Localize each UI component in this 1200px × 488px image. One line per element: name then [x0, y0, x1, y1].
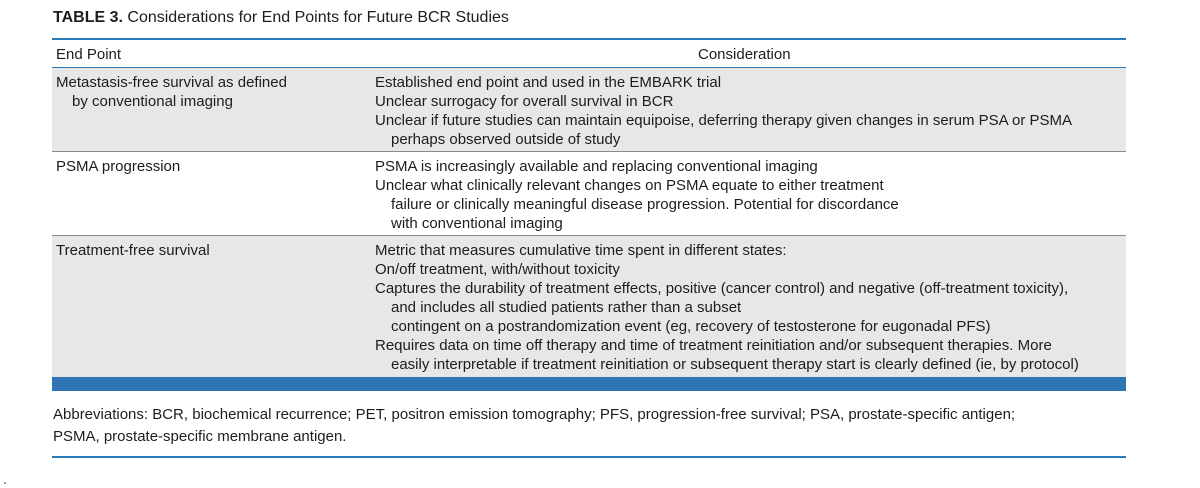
table-row [52, 236, 1126, 377]
bottom-rule [52, 456, 1126, 458]
table-row [52, 68, 1126, 152]
table-row [52, 152, 1126, 235]
table-title [53, 8, 509, 28]
header-end-point: End Point [56, 46, 122, 63]
end-point-line: Metastasis-free survival as defined [56, 74, 287, 91]
footnote-line: PSMA, prostate-specific membrane antigen. [53, 428, 347, 445]
consideration-line: failure or clinically meaningful disease progression. Potential for discordance [391, 196, 899, 213]
consideration-line: Captures the durability of treatment effects, positive (cancer control) and negative (off-treatment toxicity), [375, 280, 1069, 297]
consideration-line: Metric that measures cumulative time spent in different states: [375, 242, 787, 259]
row-consideration [375, 241, 1123, 374]
consideration-line: On/off treatment, with/without toxicity [375, 261, 620, 278]
end-point-line: by conventional imaging [72, 93, 233, 110]
consideration-line: Established end point and used in the EMBARK trial [375, 74, 722, 91]
footnote-line: Abbreviations: BCR, biochemical recurrence; PET, positron emission tomography; PFS, progression-free survival; PSA, prostate-specific antigen; [53, 406, 1016, 423]
consideration-line: and includes all studied patients rather than a subset [391, 299, 742, 316]
header-consideration: Consideration [698, 46, 791, 63]
table-footnote [53, 404, 1128, 448]
end-point-line: PSMA progression [56, 158, 181, 175]
table-bottom-bar [52, 377, 1126, 391]
row-consideration [375, 73, 1123, 149]
consideration-line: Unclear if future studies can maintain equipoise, deferring therapy given changes in serum PSA or PSMA [375, 112, 1073, 129]
end-point-line: Treatment-free survival [56, 242, 210, 259]
consideration-line: with conventional imaging [391, 215, 563, 232]
consideration-line: contingent on a postrandomization event (eg, recovery of testosterone for eugonadal PFS) [391, 318, 991, 335]
row-end-point [56, 157, 356, 176]
table-caption: Considerations for End Points for Future BCR Studies [127, 9, 509, 26]
consideration-line: Requires data on time off therapy and time of treatment reinitiation and/or subsequent therapies. More [375, 337, 1052, 354]
consideration-line: Unclear surrogacy for overall survival in BCR [375, 93, 674, 110]
row-consideration [375, 157, 1123, 233]
row-end-point [56, 241, 356, 260]
table-number: TABLE 3. [53, 9, 123, 26]
consideration-line: PSMA is increasingly available and replacing conventional imaging [375, 158, 818, 175]
scan-speck [4, 482, 6, 484]
table-header-row [52, 40, 1126, 68]
consideration-line: Unclear what clinically relevant changes on PSMA equate to either treatment [375, 177, 884, 194]
row-end-point [56, 73, 356, 111]
consideration-line: easily interpretable if treatment reinitiation or subsequent therapy start is clearly defined (ie, by protocol) [391, 356, 1079, 373]
consideration-line: perhaps observed outside of study [391, 131, 621, 148]
